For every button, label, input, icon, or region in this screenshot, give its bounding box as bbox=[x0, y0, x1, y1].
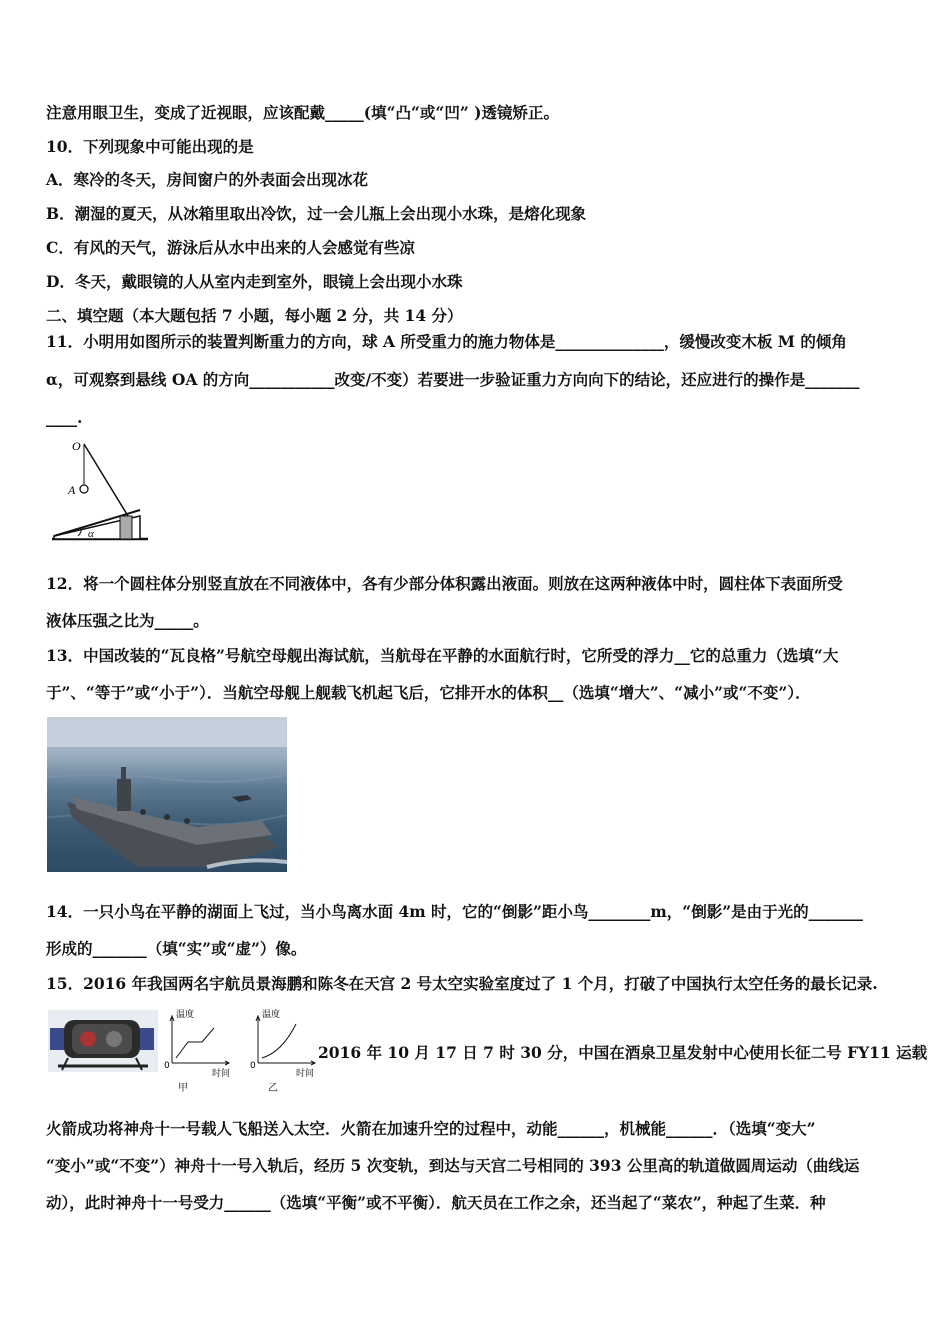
question-11-stem: 11．小明用如图所示的装置判断重力的方向，球 A 所受重力的施力物体是______________，缓慢改变木板 M 的倾角 bbox=[46, 332, 847, 351]
label-alpha: α bbox=[88, 528, 94, 540]
ylabel: 温度 bbox=[176, 1010, 195, 1020]
question-15-line2: 2016 年 10 月 17 日 7 时 30 分，中国在酒泉卫星发射中心使用长征二号 FY11 运载 bbox=[318, 1043, 928, 1062]
question-12-stem: 12．将一个圆柱体分别竖直放在不同液体中，各有少部分体积露出液面。则放在这两种液体中时，圆柱体下表面所受 bbox=[46, 574, 843, 593]
question-12-line2: 液体压强之比为_____。 bbox=[46, 611, 209, 630]
question-15-stem: 15．2016 年我国两名宇航员景海鹏和陈冬在天宫 2 号太空实验室度过了 1 个月，打破了中国执行太空任务的最长记录. bbox=[46, 974, 878, 993]
question-14-stem: 14．一只小鸟在平静的湖面上飞过，当小鸟离水面 4m 时，它的“倒影”距小鸟________m，“倒影”是由于光的_______ bbox=[46, 902, 863, 921]
figure-15 bbox=[48, 1010, 158, 1076]
caption-jia: 甲 bbox=[178, 1083, 188, 1094]
aircraft-carrier-photo bbox=[47, 717, 287, 872]
label-a: A bbox=[68, 483, 76, 497]
temperature-time-graph-jia bbox=[162, 1008, 232, 1068]
temperature-time-graph-yi bbox=[248, 1008, 318, 1068]
question-13-line2: 于”、“等于”或“小于”）．当航空母舰上舰载飞机起飞后，它排开水的体积__（选填“增大”、“减小”或“不变”）． bbox=[46, 683, 811, 702]
incline-apparatus-figure bbox=[48, 432, 158, 544]
ylabel: 温度 bbox=[262, 1010, 281, 1020]
option-a: A．寒冷的冬天，房间窗户的外表面会出现冰花 bbox=[46, 170, 369, 189]
option-c: C．有风的天气，游泳后从水中出来的人会感觉有些凉 bbox=[46, 238, 415, 257]
question-11-line2: α，可观察到悬线 OA 的方向___________改变/不变）若要进一步验证重力方向向下的结论，还应进行的操作是_______ bbox=[46, 370, 860, 389]
question-10-stem: 10．下列现象中可能出现的是 bbox=[46, 137, 254, 156]
option-d: D．冬天，戴眼镜的人从室内走到室外，眼镜上会出现小水珠 bbox=[46, 272, 463, 291]
section-heading: 二、填空题（本大题包括 7 小题，每小题 2 分，共 14 分） bbox=[46, 306, 463, 325]
caption-yi: 乙 bbox=[268, 1083, 278, 1094]
engine-illustration bbox=[48, 1010, 158, 1072]
question-15-line4: “变小”或“不变”）神舟十一号入轨后，经历 5 次变轨，到达与天宫二号相同的 393 公里高的轨道做圆周运动（曲线运 bbox=[46, 1156, 860, 1175]
question-14-line2: 形成的_______（填“实”或“虚”）像。 bbox=[46, 939, 307, 958]
question-15-line5: 动），此时神舟十一号受力______（选填“平衡”或不平衡）．航天员在工作之余，还当起了“菜农”，种起了生菜．种 bbox=[46, 1193, 826, 1212]
origin: 0 bbox=[164, 1061, 170, 1068]
origin: 0 bbox=[250, 1061, 256, 1068]
text-line: 注意用眼卫生，变成了近视眼，应该配戴_____(填“凸“或“凹” )透镜矫正。 bbox=[46, 103, 559, 122]
xlabel: 时间 bbox=[296, 1069, 315, 1079]
question-15-line3: 火箭成功将神舟十一号载人飞船送入太空．火箭在加速升空的过程中，动能______，机械能______．（选填“变大” bbox=[46, 1119, 816, 1138]
question-11-line3: ____. bbox=[46, 408, 83, 427]
option-b: B．潮湿的夏天，从冰箱里取出冷饮，过一会儿瓶上会出现小水珠，是熔化现象 bbox=[46, 204, 587, 223]
question-13-stem: 13．中国改装的“瓦良格”号航空母舰出海试航，当航母在平静的水面航行时，它所受的浮力__它的总重力（选填“大 bbox=[46, 646, 839, 665]
label-o: O bbox=[72, 439, 81, 453]
xlabel: 时间 bbox=[212, 1069, 231, 1079]
